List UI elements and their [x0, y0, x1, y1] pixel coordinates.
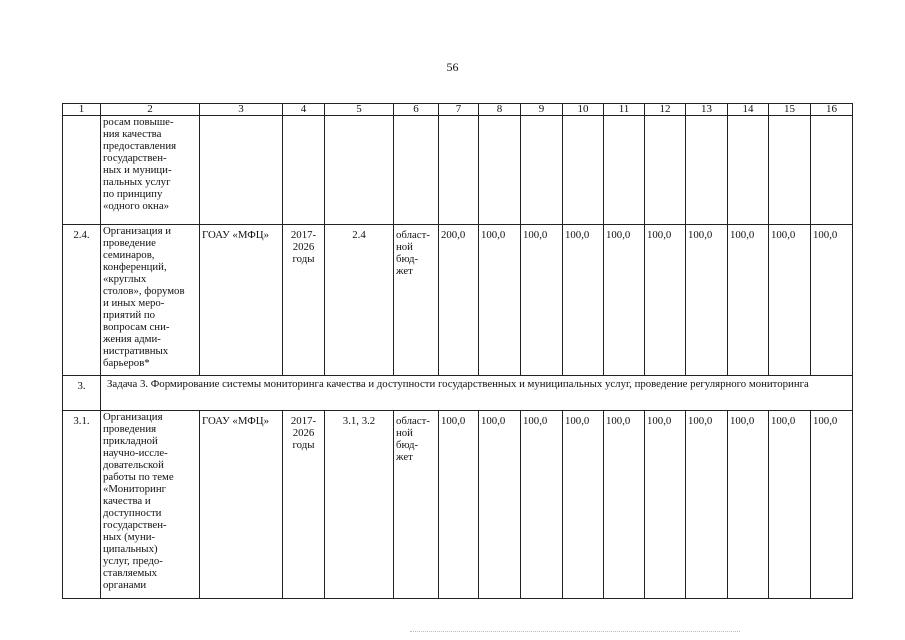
value-cell: 100,0: [479, 411, 521, 599]
executor-cell: [200, 116, 283, 225]
value-cell: 100,0: [811, 225, 853, 376]
value-cell: [769, 116, 811, 225]
column-header: 15: [769, 104, 811, 116]
row-number-cell: 3.1.: [63, 411, 101, 599]
value-cell: 100,0: [769, 411, 811, 599]
column-header: 6: [394, 104, 439, 116]
task-description-cell: Задача 3. Формирование системы мониторинга качества и доступности государственных и муниципальных услуг, проведение регулярного мониторинга: [101, 376, 853, 411]
column-header: 12: [645, 104, 686, 116]
value-cell: 100,0: [604, 411, 645, 599]
value-cell: 100,0: [521, 225, 563, 376]
table-row-2-4: [63, 225, 853, 376]
column-header: 4: [283, 104, 325, 116]
table-row-task-3: [63, 376, 853, 411]
value-cell: 100,0: [563, 411, 604, 599]
column-header: 9: [521, 104, 563, 116]
value-cell: [645, 116, 686, 225]
value-cell: 100,0: [521, 411, 563, 599]
column-header: 10: [563, 104, 604, 116]
column-header: 5: [325, 104, 394, 116]
column-header: 3: [200, 104, 283, 116]
column-header: 2: [101, 104, 200, 116]
activity-name-cell: Организация и проведение семинаров, конференций, «круглых столов», форумов и иных меро- приятий по вопросам сни- жения адми- нистративных барьеров*: [101, 225, 200, 376]
value-cell: [604, 116, 645, 225]
executor-cell: ГОАУ «МФЦ»: [200, 225, 283, 376]
value-cell: 100,0: [604, 225, 645, 376]
value-cell: 100,0: [686, 411, 728, 599]
column-header: 11: [604, 104, 645, 116]
activity-name-cell: Организация проведения прикладной научно-иссле- довательской работы по теме «Мониторинг качества и доступности государствен- ных (муни- ципальных) услуг, предо- ставляемых органами: [101, 411, 200, 599]
column-header: 16: [811, 104, 853, 116]
row-number-cell: [63, 116, 101, 225]
value-cell: 100,0: [439, 411, 479, 599]
table-row-continuation: [63, 116, 853, 225]
column-header: 1: [63, 104, 101, 116]
scan-artifact-line: [410, 631, 740, 634]
indicator-cell: 2.4: [325, 225, 394, 376]
table-row-3-1: [63, 411, 853, 599]
funding-source-cell: област- ной бюд- жет: [394, 411, 439, 599]
indicator-cell: 3.1, 3.2: [325, 411, 394, 599]
funding-source-cell: област- ной бюд- жет: [394, 225, 439, 376]
funding-source-cell: [394, 116, 439, 225]
value-cell: [479, 116, 521, 225]
column-number-header-row: [63, 104, 853, 116]
value-cell: 100,0: [479, 225, 521, 376]
value-cell: 100,0: [811, 411, 853, 599]
value-cell: 100,0: [645, 411, 686, 599]
value-cell: [686, 116, 728, 225]
column-header: 14: [728, 104, 769, 116]
value-cell: 100,0: [728, 225, 769, 376]
value-cell: 200,0: [439, 225, 479, 376]
column-header: 7: [439, 104, 479, 116]
value-cell: [563, 116, 604, 225]
page-number: 56: [446, 60, 459, 74]
value-cell: 100,0: [686, 225, 728, 376]
period-cell: 2017- 2026 годы: [283, 225, 325, 376]
row-number-cell: 2.4.: [63, 225, 101, 376]
value-cell: [728, 116, 769, 225]
value-cell: 100,0: [645, 225, 686, 376]
period-cell: [283, 116, 325, 225]
column-header: 8: [479, 104, 521, 116]
value-cell: 100,0: [769, 225, 811, 376]
value-cell: 100,0: [563, 225, 604, 376]
value-cell: 100,0: [728, 411, 769, 599]
period-cell: 2017- 2026 годы: [283, 411, 325, 599]
value-cell: [811, 116, 853, 225]
task-number-cell: 3.: [63, 376, 101, 411]
column-header: 13: [686, 104, 728, 116]
value-cell: [439, 116, 479, 225]
executor-cell: ГОАУ «МФЦ»: [200, 411, 283, 599]
value-cell: [521, 116, 563, 225]
activity-name-cell: росам повыше- ния качества предоставления государствен- ных и муници- пальных услуг по принципу «одного окна»: [101, 116, 200, 225]
indicator-cell: [325, 116, 394, 225]
program-activities-table: [62, 103, 853, 599]
